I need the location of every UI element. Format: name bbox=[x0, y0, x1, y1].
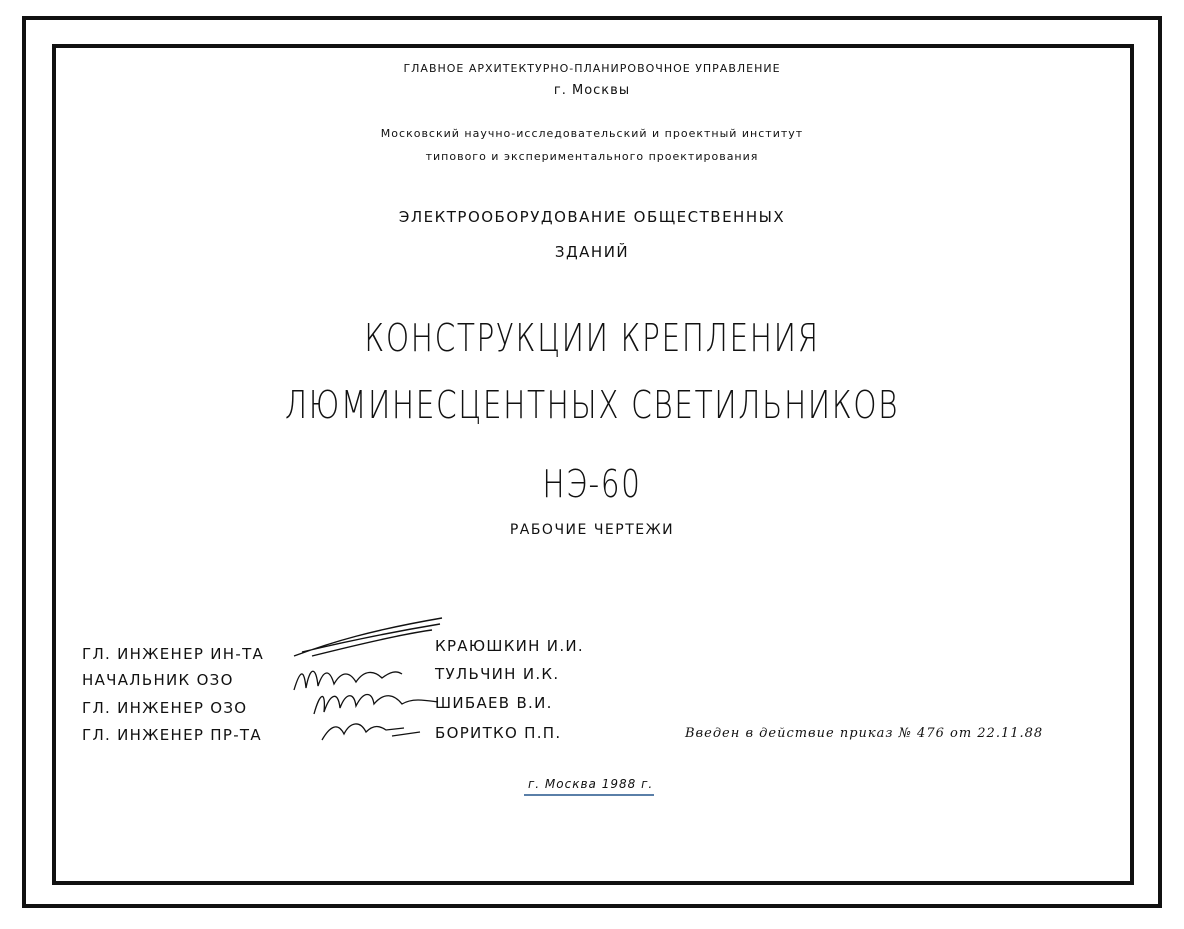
signatory-role: НАЧАЛЬНИК ОЗО bbox=[82, 671, 234, 689]
document-type: РАБОЧИЕ ЧЕРТЕЖИ bbox=[509, 522, 675, 538]
signature-3 bbox=[312, 686, 442, 720]
signatory-name: БОРИТКО П.П. bbox=[435, 724, 562, 742]
title-line-1: КОНСТРУКЦИИ КРЕПЛЕНИЯ bbox=[364, 316, 820, 360]
signatory-name: ТУЛЬЧИН И.К. bbox=[435, 665, 560, 683]
signatory-role: ГЛ. ИНЖЕНЕР ПР-ТА bbox=[82, 726, 262, 744]
authority-line: ГЛАВНОЕ АРХИТЕКТУРНО-ПЛАНИРОВОЧНОЕ УПРАВЛЕНИЕ bbox=[403, 62, 781, 75]
title-code: НЭ-60 bbox=[542, 462, 642, 506]
enactment-note: Введен в действие приказ № 476 от 22.11.88 bbox=[685, 726, 1044, 741]
city-year: г. Москва 1988 г. bbox=[528, 777, 654, 791]
signatory-role: ГЛ. ИНЖЕНЕР ОЗО bbox=[82, 699, 248, 717]
signatory-role: ГЛ. ИНЖЕНЕР ИН-ТА bbox=[82, 645, 265, 663]
city-year-underline bbox=[524, 794, 654, 796]
signatory-name: ШИБАЕВ В.И. bbox=[435, 694, 553, 712]
title-line-2: ЛЮМИНЕСЦЕНТНЫХ СВЕТИЛЬНИКОВ bbox=[284, 383, 900, 427]
subject-line-2: ЗДАНИЙ bbox=[554, 243, 630, 261]
signatory-name: КРАЮШКИН И.И. bbox=[435, 637, 584, 655]
subject-line: ЭЛЕКТРООБОРУДОВАНИЕ ОБЩЕСТВЕННЫХ bbox=[398, 208, 786, 226]
city-line: г. Москвы bbox=[553, 83, 631, 98]
signature-4 bbox=[320, 716, 430, 746]
institute-line-2: типового и экспериментального проектирования bbox=[425, 150, 759, 163]
signature-1 bbox=[292, 612, 452, 662]
institute-line: Московский научно-исследовательский и проектный институт bbox=[380, 127, 804, 140]
